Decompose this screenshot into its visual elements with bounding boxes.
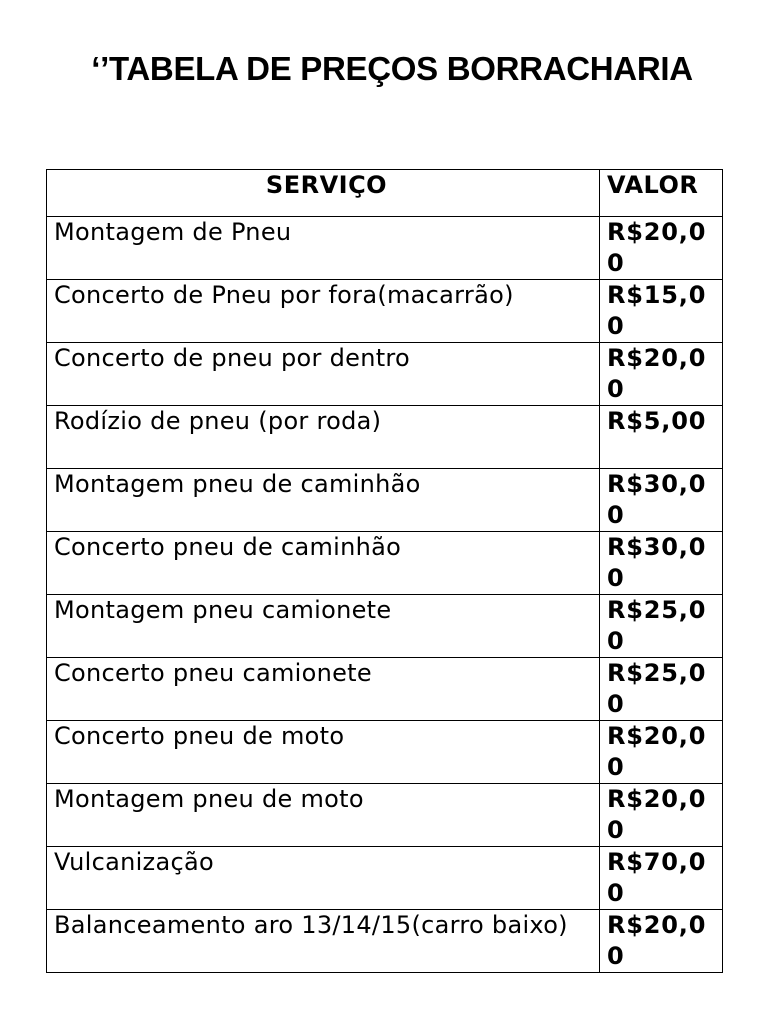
column-header-service: SERVIÇO [47, 170, 600, 217]
service-cell: Montagem pneu de caminhão [47, 469, 600, 532]
price-table [46, 169, 723, 973]
service-cell: Montagem pneu de moto [47, 784, 600, 847]
price-cell: R$15,00 [600, 280, 723, 343]
table-header-row [47, 170, 723, 217]
table-row [47, 217, 723, 280]
price-cell: R$20,00 [600, 343, 723, 406]
price-cell: R$5,00 [600, 406, 723, 469]
table-row [47, 784, 723, 847]
service-cell: Montagem pneu camionete [47, 595, 600, 658]
table-row [47, 721, 723, 784]
price-cell: R$70,00 [600, 847, 723, 910]
price-cell: R$20,00 [600, 217, 723, 280]
page-title: ‘’TABELA DE PREÇOS BORRACHARIA [91, 50, 693, 87]
table-row [47, 280, 723, 343]
service-cell: Concerto de Pneu por fora(macarrão) [47, 280, 600, 343]
price-cell: R$20,00 [600, 721, 723, 784]
service-cell: Concerto pneu de moto [47, 721, 600, 784]
table-row [47, 847, 723, 910]
price-cell: R$30,00 [600, 532, 723, 595]
service-cell: Rodízio de pneu (por roda) [47, 406, 600, 469]
service-cell: Vulcanização [47, 847, 600, 910]
column-header-value: VALOR [600, 170, 723, 217]
table-row [47, 343, 723, 406]
price-cell: R$20,00 [600, 910, 723, 973]
price-cell: R$30,00 [600, 469, 723, 532]
table-row [47, 658, 723, 721]
price-cell: R$20,00 [600, 784, 723, 847]
table-row [47, 595, 723, 658]
price-cell: R$25,00 [600, 658, 723, 721]
service-cell: Montagem de Pneu [47, 217, 600, 280]
service-cell: Balanceamento aro 13/14/15(carro baixo) [47, 910, 600, 973]
table-row [47, 469, 723, 532]
table-row [47, 532, 723, 595]
table-row [47, 910, 723, 973]
price-cell: R$25,00 [600, 595, 723, 658]
service-cell: Concerto pneu de caminhão [47, 532, 600, 595]
service-cell: Concerto pneu camionete [47, 658, 600, 721]
table-row [47, 406, 723, 469]
service-cell: Concerto de pneu por dentro [47, 343, 600, 406]
